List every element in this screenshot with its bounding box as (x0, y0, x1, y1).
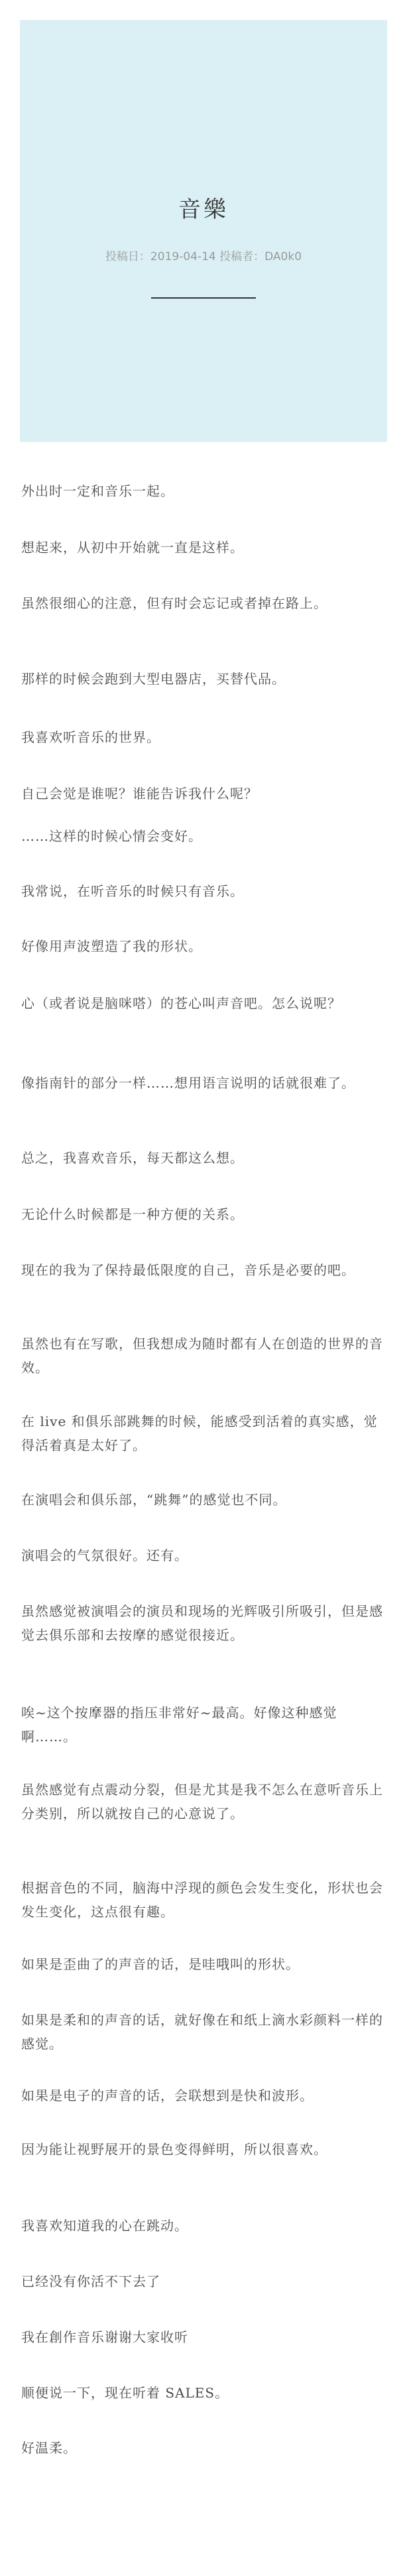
paragraph: 虽然感觉有点震动分裂，但是尤其是我不怎么在意听音乐上分类别，所以就按自己的心意说了。 (21, 1782, 383, 1822)
paragraph: 如果是电子的声音的话，会联想到是快和波形。 (21, 2088, 314, 2104)
paragraph: 现在的我为了保持最低限度的自己，音乐是必要的吧。 (21, 1262, 355, 1278)
paragraph: 已经没有你活不下去了 (21, 2273, 160, 2289)
paragraph: 因为能让视野展开的景色变得鲜明，所以很喜欢。 (21, 2141, 327, 2157)
page-title: 音樂 (178, 196, 229, 223)
paragraph: 演唱会的气氛很好。还有。 (21, 1547, 188, 1563)
paragraph: 自己会觉是谁呢？谁能告诉我什么呢？ (21, 786, 258, 802)
paragraph: 如果是歪曲了的声音的话，是哇哦叫的形状。 (21, 1956, 300, 1972)
paragraph: 像指南针的部分一样……想用语言说明的话就很难了。 (21, 1075, 355, 1091)
post-meta: 投稿日：2019-04-14 投稿者：DA0k0 (105, 250, 302, 263)
paragraph: 那样的时候会跑到大型电器店，买替代品。 (21, 671, 286, 687)
paragraph: 总之，我喜欢音乐，每天都这么想。 (21, 1150, 244, 1166)
paragraph: 我常说，在听音乐的时候只有音乐。 (21, 883, 244, 899)
paragraph: 我喜欢知道我的心在跳动。 (21, 2218, 188, 2234)
paragraph: 我在創作音乐谢谢大家收听 (21, 2329, 188, 2345)
paragraph: 好像用声波塑造了我的形状。 (21, 938, 202, 954)
paragraph: 在 live 和俱乐部跳舞的时候，能感受到活着的真实感，觉得活着真是太好了。 (21, 1413, 378, 1453)
paragraph: 虽然很细心的注意，但有时会忘记或者掉在路上。 (21, 595, 327, 611)
paragraph: 好温柔。 (21, 2440, 77, 2456)
paragraph: 在演唱会和俱乐部，“跳舞”的感觉也不同。 (21, 1492, 287, 1508)
paragraph: 虽然感觉被演唱会的演员和现场的光辉吸引所吸引，但是感觉去俱乐部和去按摩的感觉很接近。 (21, 1603, 383, 1643)
title-divider (151, 297, 256, 299)
paragraph: 我喜欢听音乐的世界。 (21, 729, 160, 745)
paragraph: 虽然也有在写歌，但我想成为随时都有人在创造的世界的音效。 (21, 1336, 383, 1376)
paragraph: 顺便说一下，现在听着 SALES。 (21, 2385, 229, 2401)
paragraph: 心（或者说是脑咪嗒）的苍心叫声音吧。怎么说呢？ (21, 995, 341, 1011)
paragraph: 外出时一定和音乐一起。 (21, 483, 174, 499)
paragraph: 无论什么时候都是一种方便的关系。 (21, 1206, 244, 1222)
paragraph: 如果是柔和的声音的话，就好像在和纸上滴水彩颜料一样的感觉。 (21, 2012, 383, 2052)
header-banner (20, 20, 387, 442)
paragraph: 想起来，从初中开始就一直是这样。 (21, 539, 244, 555)
paragraph: 唉~这个按摩器的指压非常好~最高。好像这种感觉啊……。 (21, 1705, 337, 1745)
paragraph: ……这样的时候心情会变好。 (21, 828, 202, 844)
paragraph: 根据音色的不同，脑海中浮现的颜色会发生变化，形状也会发生变化，这点很有趣。 (21, 1880, 383, 1920)
